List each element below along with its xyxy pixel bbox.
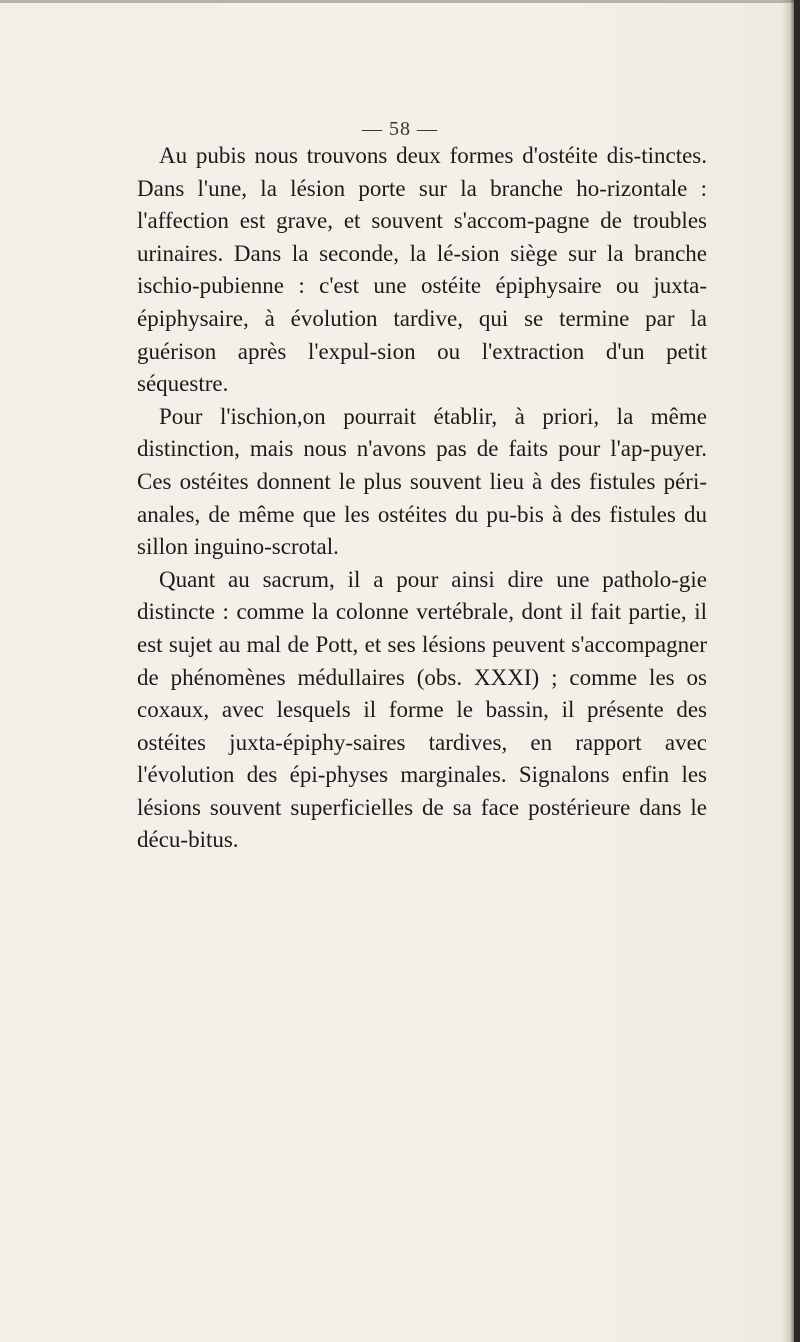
body-text [137,140,707,857]
page-number: — 58 — [362,118,438,140]
paragraph-ischion: Pour l'ischion,on pourrait établir, à priori, la même distinction, mais nous n'avons pas de faits pour l'ap-puyer. Ces ostéites donnent le plus souvent lieu à des fistules péri-anales, de même que les ostéites du pu-bis à des fistules du sillon inguino-scrotal. [137,403,707,560]
paragraph-sacrum: Quant au sacrum, il a pour ainsi dire une patholo-gie distincte : comme la colonne vertébrale, dont il fait partie, il est sujet au mal de Pott, et ses lésions peuvent s'accompagner de phénomènes médullaires (obs. XXXI) ; comme les os coxaux, avec lesquels il forme le bassin, il présente des ostéites juxta-épiphy-saires tardives, en rapport avec l'évolution des épi-physes marginales. Signalons enfin les lésions souvent superficielles de sa face postérieure dans le décu-bitus. [137,566,707,853]
book-spine-edge [794,0,800,1342]
top-edge-rule [0,0,800,3]
paragraph-pubis: Au pubis nous trouvons deux formes d'ostéite dis-tinctes. Dans l'une, la lésion porte sur la branche ho-rizontale : l'affection est grave, et souvent s'accom-pagne de troubles urinaires. Dans la seconde, la lé-sion siège sur la branche ischio-pubienne : c'est une ostéite épiphysaire ou juxta-épiphysaire, à évolution tardive, qui se termine par la guérison après l'expul-sion ou l'extraction d'un petit séquestre. [137,143,707,397]
